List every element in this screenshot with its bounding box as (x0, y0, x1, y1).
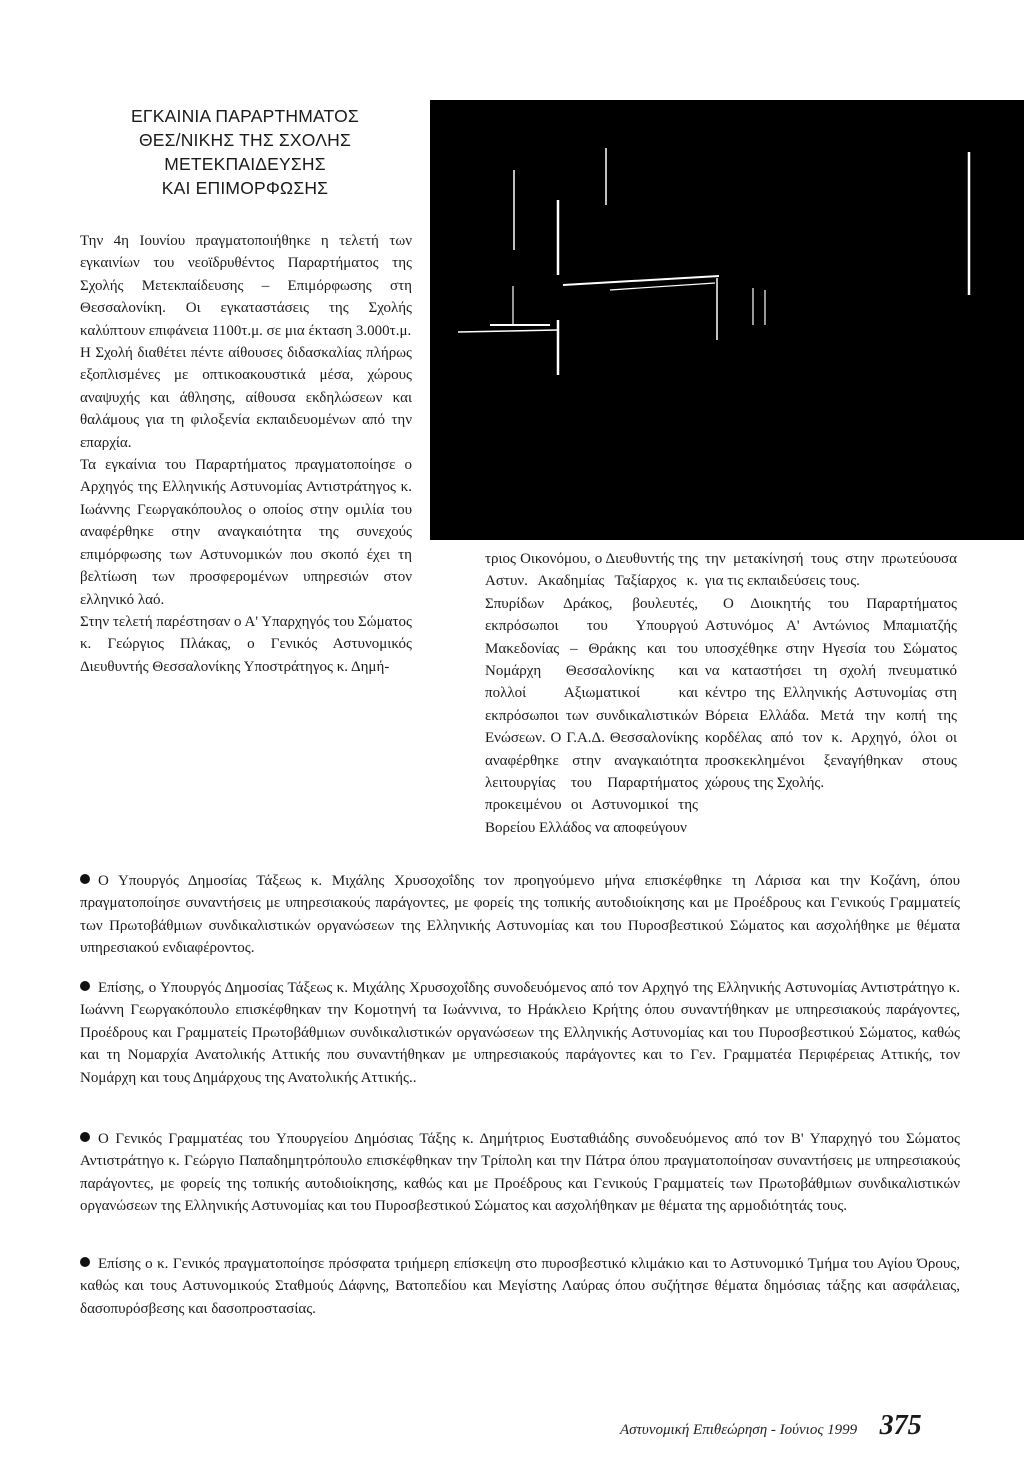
news-item (80, 870, 960, 960)
bullet-icon (80, 1257, 90, 1267)
title-line: ΚΑΙ ΕΠΙΜΟΡΦΩΣΗΣ (161, 178, 329, 198)
article-column-1 (80, 230, 412, 678)
paragraph: Στην τελετή παρέστησαν ο Α' Υπαρχηγός του Σώματος κ. Γεώργιος Πλάκας, ο Γενικός Αστυνομικός Διευθυντής Θεσσαλονίκης Υποστράτηγος κ. Δημή- (80, 613, 412, 675)
paragraph: Τα εγκαίνια του Παραρτήματος πραγματοποίησε ο Αρχηγός της Ελληνικής Αστυνομίας Αντιστράτηγος κ. Ιωάννης Γεωργακόπουλος ο οποίος στην ομιλία του αναφέρθηκε στην αναγκαιότητα της συνεχούς επιμόρφωσης των Αστυνομικών που σκοπό έχει τη βελτίωση των προσφερομένων υπηρεσιών στον ελληνικό λαό. (80, 457, 412, 608)
title-line: ΘΕΣ/ΝΙΚΗΣ ΤΗΣ ΣΧΟΛΗΣ (138, 130, 352, 150)
page-number: 375 (879, 1410, 922, 1441)
paragraph: Ο Διοικητής του Παραρτήματος Αστυνόμος Α' Αντώνιος Μπαμιατζής υποσχέθηκε στην Ηγεσία του Σώματος να καταστήσει τη σχολή πνευματικό κέντρο της Ελληνικής Αστυνομίας στη Βόρεια Ελλάδα. Μετά την κοπή της κορδέλας από τον κ. Αρχηγό, όλοι οι προσκεκλημένοι ξεναγήθηκαν στους χώρους της Σχολής. (705, 595, 957, 792)
paragraph: τριος Οικονόμου, ο Διευθυντής της Αστυν. Ακαδημίας Ταξίαρχος κ. Σπυρίδων Δράκος, βουλευτές, εκπρόσωποι του Υπουργού Μακεδονίας – Θράκης και του Νομάρχη Θεσσαλονίκης και πολλοί Αξιωματικοί και εκπρόσωποι των συνδικαλιστικών Ενώσεων. Ο Γ.Α.Δ. Θεσσαλονίκης αναφέρθηκε στην αναγκαιότητα λειτουργίας του Παραρτήματος προκειμένου οι Αστυνομικοί της Βορείου Ελλάδος να αποφεύγουν (485, 551, 698, 836)
bullet-icon (80, 981, 90, 991)
news-text: Επίσης ο κ. Γενικός πραγματοποίησε πρόσφατα τριήμερη επίσκεψη στο πυροσβεστικό κλιμάκιο και το Αστυνομικό Τμήμα του Αγίου Όρους, καθώς και τους Αστυνομικούς Σταθμούς Δάφνης, Βατοπεδίου και Μεγίστης Λαύρας όπου συζήτησε θέματα δημόσιας τάξης και ασφάλειας, δασοπυρόσβεσης και δασοπροστασίας. (80, 1256, 960, 1317)
article-column-3 (705, 548, 957, 794)
paragraph: Την 4η Ιουνίου πραγματοποιήθηκε η τελετή των εγκαινίων του νεοϊδρυθέντος Παραρτήματος της Σχολής Μετεκπαίδευσης – Επιμόρφωσης στη Θεσσαλονίκη. Οι εγκαταστάσεις της Σχολής καλύπτουν επιφάνεια 1100τ.μ. σε μια έκταση 3.000τ.μ. (80, 233, 412, 339)
bullet-icon (80, 1132, 90, 1142)
news-item (80, 1253, 960, 1320)
publication-name: Αστυνομική Επιθεώρηση - Ιούνιος 1999 (620, 1422, 858, 1438)
news-item (80, 1128, 960, 1218)
article-title (80, 104, 410, 200)
page-footer (620, 1410, 965, 1442)
news-text: Επίσης, ο Υπουργός Δημοσίας Τάξεως κ. Μιχάλης Χρυσοχοΐδης συνοδευόμενος από τον Αρχηγό της Ελληνικής Αστυνομίας Αντιστράτηγο κ. Ιωάννη Γεωργακόπουλο επισκέφθηκαν την Κομοτηνή τα Ιωάννινα, το Ηράκλειο Κρήτης όπου συναντήθηκαν με υπηρεσιακούς παράγοντες, Προέδρους και Γραμματείς Πρωτοβάθμιων συνδικαλιστικών οργανώσεων της Ελληνικής Αστυνομίας και του Πυροσβεστικού Σώματος, καθώς και τη Νομαρχία Ανατολικής Αττικής που συναντήθηκαν με υπηρεσιακούς παράγοντες και το Γεν. Γραμματέα Περιφέρειας Αττικής, τον Νομάρχη και τους Δημάρχους της Ανατολικής Αττικής.. (80, 980, 960, 1086)
article-column-2 (485, 548, 698, 839)
paragraph: την μετακίνησή τους στην πρωτεύουσα για τις εκπαιδεύσεις τους. (705, 551, 957, 590)
bullet-icon (80, 874, 90, 884)
title-line: ΜΕΤΕΚΠΑΙΔΕΥΣΗΣ (164, 154, 326, 174)
title-line: ΕΓΚΑΙΝΙΑ ΠΑΡΑΡΤΗΜΑΤΟΣ (131, 106, 359, 126)
news-item (80, 977, 960, 1089)
footer-separator (865, 1411, 872, 1440)
paragraph: Η Σχολή διαθέτει πέντε αίθουσες διδασκαλίας πλήρως εξοπλισμένες με οπτικοακουστικά μέσα, χώρους αναψυχής και άθλησης, αίθουσα εκδηλώσεων και θαλάμους για τη φιλοξενία εκπαιδευομένων από την επαρχία. (80, 345, 412, 451)
news-text: Ο Γενικός Γραμματέας του Υπουργείου Δημόσιας Τάξης κ. Δημήτριος Ευσταθιάδης συνοδευόμενος από τον Β' Υπαρχηγό του Σώματος Αντιστράτηγο κ. Γεώργιο Παπαδημητρόπουλο επισκέφθηκαν την Τρίπολη και την Πάτρα όπου πραγματοποίησαν συναντήσεις με υπηρεσιακούς παράγοντες, με φορείς της τοπικής αυτοδιοίκησης, καθώς και με Προέδρους και Γενικούς Γραμματείς των Πρωτοβάθμιων συνδικαλιστικών οργανώσεων της Ελληνικής Αστυνομίας και του Πυροσβεστικού Σώματος και ασχολήθηκαν με θέματα της αρμοδιότητάς τους. (80, 1131, 960, 1215)
building-photo (430, 100, 1024, 540)
news-text: Ο Υπουργός Δημοσίας Τάξεως κ. Μιχάλης Χρυσοχοΐδης τον προηγούμενο μήνα επισκέφθηκε τη Λάρισα και την Κοζάνη, όπου πραγματοποίησε συναντήσεις με υπηρεσιακούς παράγοντες, με φορείς της τοπικής αυτοδιοίκησης και με Προέδρους και Γενικούς Γραμματείς των Πρωτοβάθμιων συνδικαλιστικών οργανώσεων της Ελληνικής Αστυνομίας και του Πυροσβεστικού Σώματος και ασχολήθηκε με θέματα υπηρεσιακού ενδιαφέροντος. (80, 873, 960, 957)
